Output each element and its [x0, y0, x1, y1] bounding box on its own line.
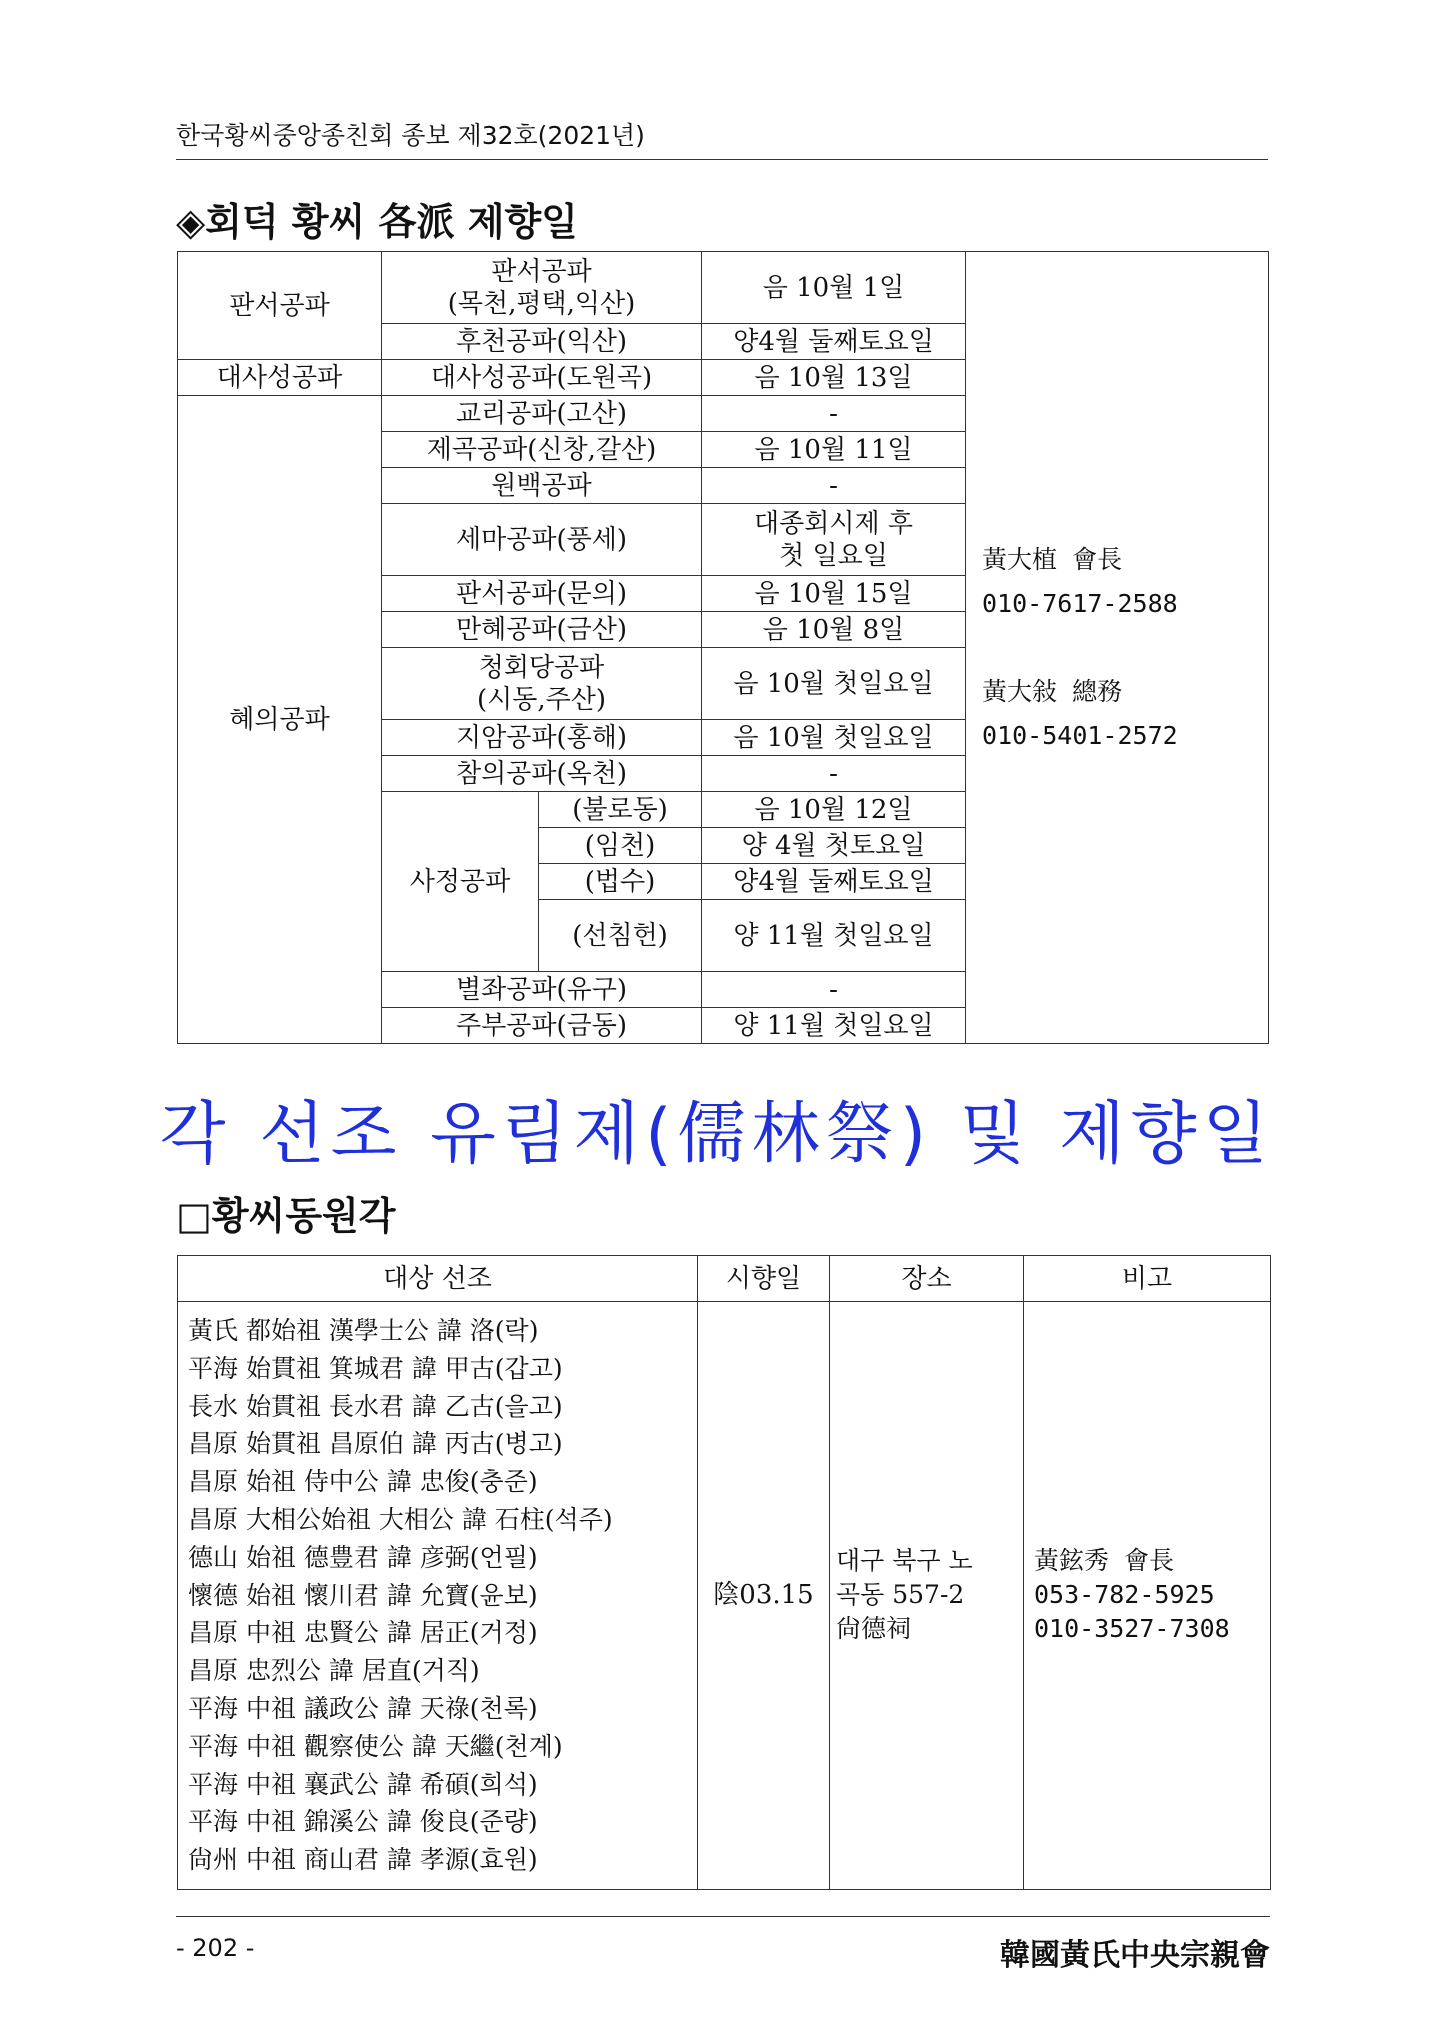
- note-line: 053-782-5925: [1034, 1580, 1215, 1610]
- note-line: 010-3527-7308: [1034, 1614, 1230, 1644]
- list-item: 平海 中祖 議政公 諱 天祿(천록): [188, 1693, 538, 1723]
- branch-cell: 교리공파(고산): [382, 396, 702, 432]
- contact-cell: [966, 252, 1269, 1044]
- date-cell: 음 10월 8일: [702, 612, 966, 648]
- organization-name: 韓國黃氏中央宗親會: [1000, 1938, 1270, 1973]
- branch-cell: 참의공파(옥천): [382, 756, 702, 792]
- sub-branch-cell: (법수): [539, 864, 702, 900]
- list-item: 平海 中祖 襄武公 諱 希碩(희석): [188, 1769, 538, 1799]
- jehyang-table: [177, 251, 1269, 1044]
- date-cell: 음 10월 12일: [702, 792, 966, 828]
- date-cell: 양 4월 첫토요일: [702, 828, 966, 864]
- date-cell: 대종회시제 후 첫 일요일: [702, 504, 966, 576]
- note-cell: [1024, 1302, 1271, 1890]
- group-cell: 대사성공파: [178, 360, 382, 396]
- branch-cell: 주부공파(금동): [382, 1008, 702, 1044]
- branch-cell: 판서공파 (목천,평택,익산): [382, 252, 702, 324]
- location-line: 대구 북구 노: [836, 1546, 973, 1576]
- branch-cell: 청회당공파 (시동,주산): [382, 648, 702, 720]
- branch-cell: 세마공파(풍세): [382, 504, 702, 576]
- date-cell: -: [702, 396, 966, 432]
- location-line: 곡동 557-2: [836, 1580, 965, 1610]
- footer-rule: [176, 1916, 1270, 1917]
- group-cell: 혜의공파: [178, 396, 382, 1044]
- date-cell: 양4월 둘째토요일: [702, 324, 966, 360]
- note-line: 黃鉉秀 會長: [1034, 1546, 1175, 1576]
- list-item: 平海 中祖 錦溪公 諱 俊良(준량): [188, 1807, 538, 1837]
- list-item: 懷德 始祖 懷川君 諱 允寶(윤보): [188, 1580, 538, 1610]
- header-title: 한국황씨중앙종친회 종보 제32호(2021년): [176, 121, 645, 150]
- contact-phone: 010-7617-2588: [982, 588, 1178, 618]
- sub-branch-cell: (임천): [539, 828, 702, 864]
- sub-branch-cell: (불로동): [539, 792, 702, 828]
- location-line: 尙德祠: [836, 1614, 912, 1644]
- column-header: 비고: [1024, 1256, 1271, 1302]
- date-cell: 양 11월 첫일요일: [702, 1008, 966, 1044]
- list-item: 昌原 始貫祖 昌原伯 諱 丙古(병고): [188, 1429, 563, 1459]
- column-header: 대상 선조: [178, 1256, 698, 1302]
- date-cell: 음 10월 13일: [702, 360, 966, 396]
- date-cell: 음 10월 1일: [702, 252, 966, 324]
- date-cell: 음 10월 첫일요일: [702, 648, 966, 720]
- contact-name: 黃大敍 總務: [982, 676, 1123, 706]
- section2-title: □황씨동원각: [176, 1194, 396, 1238]
- branch-cell: 지암공파(홍해): [382, 720, 702, 756]
- branch-cell: 대사성공파(도원곡): [382, 360, 702, 396]
- big-title: 각 선조 유림제(儒林祭) 및 제향일: [159, 1095, 1275, 1174]
- date-cell: 음 10월 첫일요일: [702, 720, 966, 756]
- list-item: 黃氏 都始祖 漢學士公 諱 洛(락): [188, 1316, 539, 1345]
- date-cell: -: [702, 756, 966, 792]
- header-rule: [176, 159, 1268, 160]
- section1-title: ◈회덕 황씨 各派 제향일: [176, 200, 578, 244]
- list-item: 昌原 忠烈公 諱 居直(거직): [188, 1656, 480, 1686]
- yurimje-table: [177, 1255, 1271, 1890]
- ancestor-list: [178, 1302, 698, 1890]
- group-cell: 판서공파: [178, 252, 382, 360]
- page-header: [176, 116, 1268, 160]
- date-cell: -: [702, 468, 966, 504]
- date-cell: 양 11월 첫일요일: [702, 900, 966, 972]
- contact-name: 黃大植 會長: [982, 544, 1123, 574]
- contact-phone: 010-5401-2572: [982, 720, 1178, 750]
- branch-cell: 제곡공파(신창,갈산): [382, 432, 702, 468]
- column-header: 장소: [830, 1256, 1024, 1302]
- branch-cell: 별좌공파(유구): [382, 972, 702, 1008]
- page-number: - 202 -: [176, 1934, 255, 1962]
- table-header-row: [178, 1256, 1271, 1302]
- memorial-date: 陰03.15: [698, 1302, 830, 1890]
- list-item: 平海 中祖 觀察使公 諱 天繼(천계): [188, 1731, 563, 1761]
- list-item: 尙州 中祖 商山君 諱 孝源(효원): [188, 1845, 538, 1875]
- location-cell: [830, 1302, 1024, 1890]
- list-item: 昌原 大相公始祖 大相公 諱 石柱(석주): [188, 1504, 613, 1534]
- branch-cell: 만혜공파(금산): [382, 612, 702, 648]
- branch-cell: 판서공파(문의): [382, 576, 702, 612]
- date-cell: 음 10월 15일: [702, 576, 966, 612]
- date-cell: -: [702, 972, 966, 1008]
- table-row: [178, 1302, 1271, 1890]
- list-item: 平海 始貫祖 箕城君 諱 甲古(갑고): [188, 1353, 563, 1383]
- table-row: [178, 252, 1269, 324]
- list-item: 長水 始貫祖 長水君 諱 乙古(을고): [188, 1391, 563, 1421]
- branch-cell: 원백공파: [382, 468, 702, 504]
- subgroup-cell: 사정공파: [382, 792, 539, 972]
- sub-branch-cell: (선침헌): [539, 900, 702, 972]
- date-cell: 양4월 둘째토요일: [702, 864, 966, 900]
- list-item: 德山 始祖 德豊君 諱 彦弼(언필): [188, 1542, 538, 1572]
- list-item: 昌原 始祖 侍中公 諱 忠俊(충준): [188, 1467, 538, 1497]
- column-header: 시향일: [698, 1256, 830, 1302]
- list-item: 昌原 中祖 忠賢公 諱 居正(거정): [188, 1618, 538, 1648]
- branch-cell: 후천공파(익산): [382, 324, 702, 360]
- date-cell: 음 10월 11일: [702, 432, 966, 468]
